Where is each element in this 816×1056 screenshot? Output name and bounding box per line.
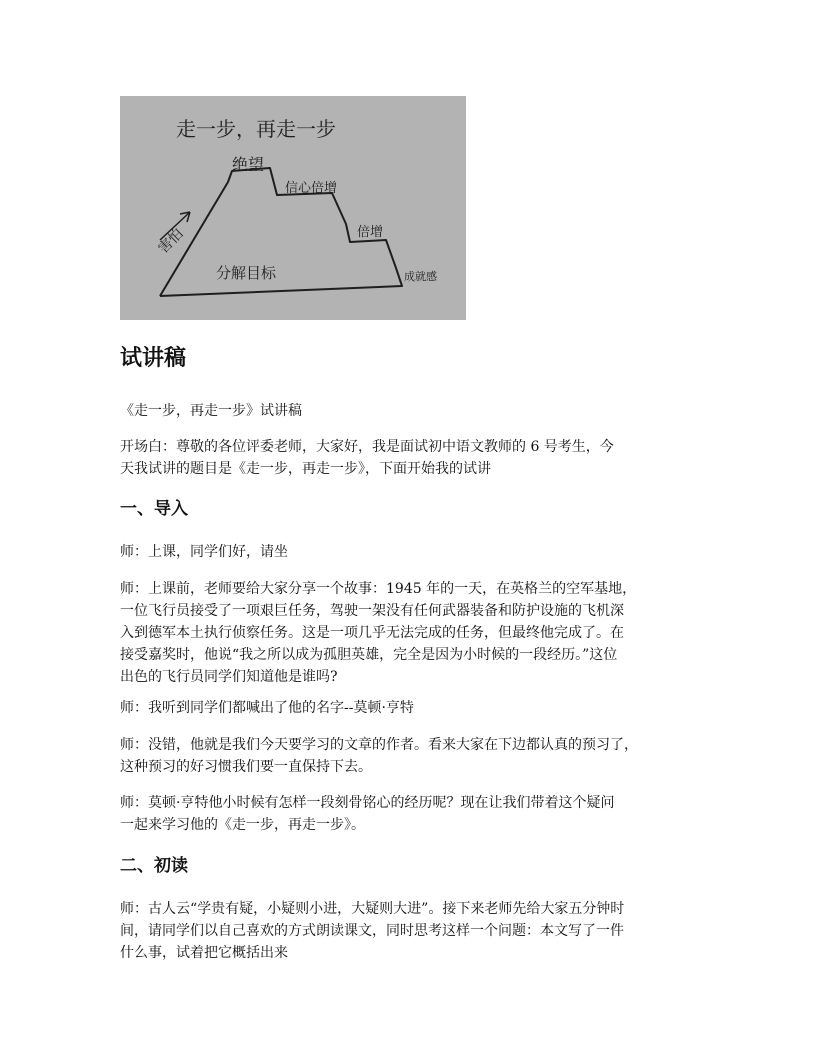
document-title: 试讲稿 — [120, 346, 187, 371]
diagram-svg — [120, 96, 466, 320]
document-subtitle — [120, 400, 710, 422]
label-double: 倍增 — [357, 225, 384, 240]
label-success: 成就感 — [404, 270, 437, 283]
label-despair: 绝望 — [232, 155, 265, 174]
text-line: 入到德军本土执行侦察任务。这是一项几乎无法完成的任务，但最终他完成了。在 — [120, 625, 624, 641]
text-line: 师：没错，他就是我们今天要学习的文章的作者。看来大家在下边都认真的预习了， — [120, 737, 638, 753]
text-line: 一起来学习他的《走一步，再走一步》。 — [120, 817, 365, 833]
handwritten-diagram — [120, 96, 466, 320]
text-line: 这种预习的好习惯我们要一直保持下去。 — [120, 759, 372, 775]
intro-paragraph-4 — [120, 734, 710, 778]
text-line: 开场白：尊敬的各位评委老师，大家好，我是面试初中语文教师的 6 号考生，今 — [120, 439, 614, 455]
text-line: 师：古人云“学贵有疑，小疑则小进，大疑则大进”。接下来老师先给大家五分钟时 — [120, 901, 625, 917]
intro-paragraph-2 — [120, 578, 710, 688]
section-heading-first-reading: 二、初读 — [120, 856, 188, 876]
text-line: 一位飞行员接受了一项艰巨任务，驾驶一架没有任何武器装备和防护设施的飞机深 — [120, 603, 624, 619]
text-line: 师：上课前，老师要给大家分享一个故事：1945 年的一天，在英格兰的空军基地， — [120, 581, 637, 597]
intro-paragraph-3 — [120, 697, 710, 719]
section-heading-intro: 一、导入 — [120, 499, 188, 519]
opening-paragraph — [120, 436, 710, 480]
label-confidence: 信心倍增 — [285, 181, 338, 196]
label-fear: 害怕 — [155, 225, 187, 257]
text-line: 什么事，试着把它概括出来 — [120, 945, 288, 961]
text-line: 师：我听到同学们都喊出了他的名字--莫顿·亨特 — [120, 700, 414, 716]
intro-paragraph-1 — [120, 541, 710, 563]
first-reading-paragraph — [120, 898, 710, 964]
label-decompose: 分解目标 — [216, 264, 277, 282]
text-line: 天我试讲的题目是《走一步，再走一步》，下面开始我的试讲 — [120, 461, 491, 477]
diagram-heading: 走一步，再走一步 — [176, 117, 336, 141]
intro-paragraph-5 — [120, 792, 710, 836]
text-line: 师：上课，同学们好，请坐 — [120, 544, 288, 560]
text-line: 师：莫顿·亨特他小时候有怎样一段刻骨铭心的经历呢？现在让我们带着这个疑问 — [120, 795, 615, 811]
text-line: 接受嘉奖时，他说“我之所以成为孤胆英雄，完全是因为小时候的一段经历。”这位 — [120, 647, 618, 663]
text-line: 间，请同学们以自己喜欢的方式朗读课文，同时思考这样一个问题：本文写了一件 — [120, 923, 624, 939]
text-line: 《走一步，再走一步》试讲稿 — [120, 403, 302, 419]
text-line: 出色的飞行员同学们知道他是谁吗? — [120, 669, 338, 685]
